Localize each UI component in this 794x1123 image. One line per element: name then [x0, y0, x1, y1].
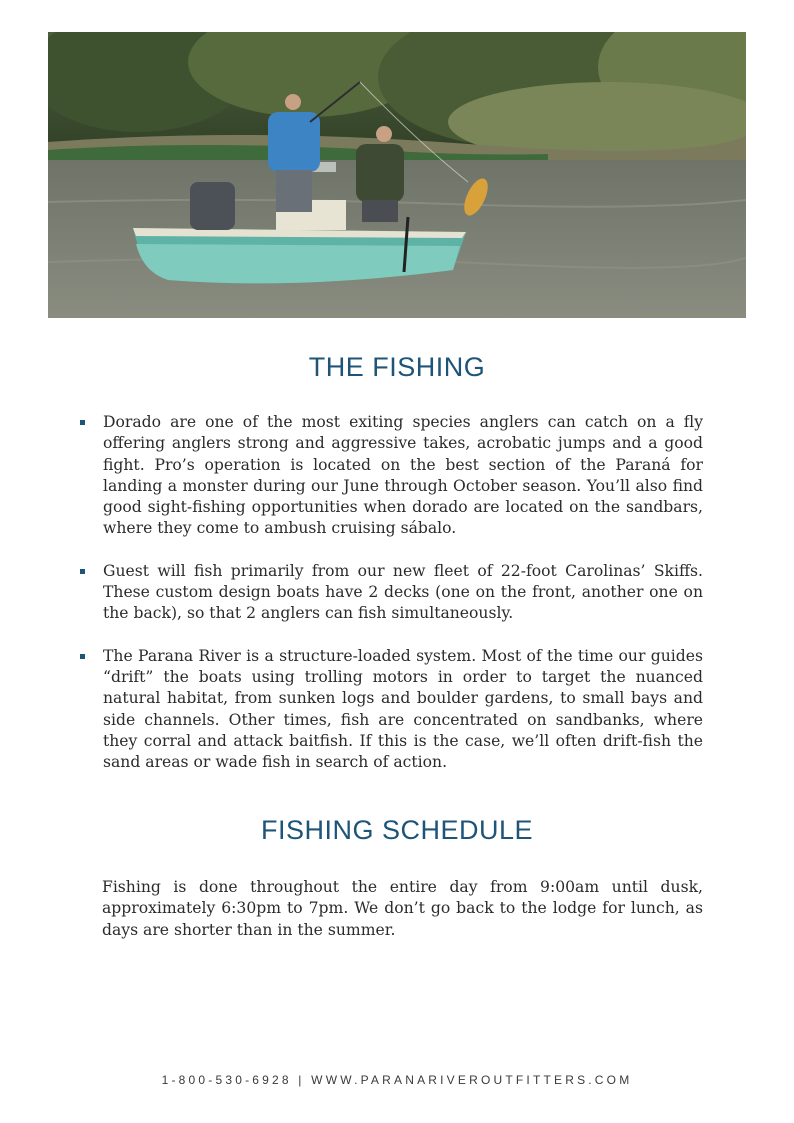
bullet-text: The Parana River is a structure-loaded system. Most of the time our guides “drift” the boats using trolling motors in order to target the nuanced natural habitat, from sunken logs and boulder gardens, to small bays and side channels. Other times, fish are concentrated on sandbanks, where they corral and attack baitfish. If this is the case, we’ll often drift-fish the sand areas or wade fish in search of action.: [103, 646, 703, 772]
bullet-square-icon: [80, 420, 85, 425]
footer-contact: 1-800-530-6928 | WWW.PARANARIVEROUTFITTERS.COM: [161, 1073, 633, 1087]
bullet-square-icon: [80, 654, 85, 659]
schedule-paragraph: Fishing is done throughout the entire day from 9:00am until dusk, approximately 6:30pm to 7pm. We don’t go back to the lodge for lunch, as days are shorter than in the summer.: [102, 878, 703, 939]
list-item: [80, 412, 703, 540]
section-title-fishing-schedule: FISHING SCHEDULE: [260, 815, 534, 845]
fishing-bullet-list: [80, 412, 703, 794]
bullet-text: Guest will fish primarily from our new fleet of 22-foot Carolinas’ Skiffs. These custom design boats have 2 decks (one on the front, another one on the back), so that 2 anglers can fish simultaneously.: [103, 561, 703, 623]
bullet-text: Dorado are one of the most exiting species anglers can catch on a fly offering anglers strong and aggressive takes, acrobatic jumps and a good fight. Pro’s operation is located on the best section of the Paraná for landing a monster during our June through October season. You’ll also find good sight-fishing opportunities when dorado are located on the sandbars, where they come to ambush cruising sábalo.: [103, 413, 703, 538]
section-title-the-fishing: THE FISHING: [308, 352, 486, 382]
list-item: [80, 561, 703, 625]
bullet-square-icon: [80, 569, 85, 574]
hero-photo: [48, 32, 746, 318]
list-item: [80, 646, 703, 774]
